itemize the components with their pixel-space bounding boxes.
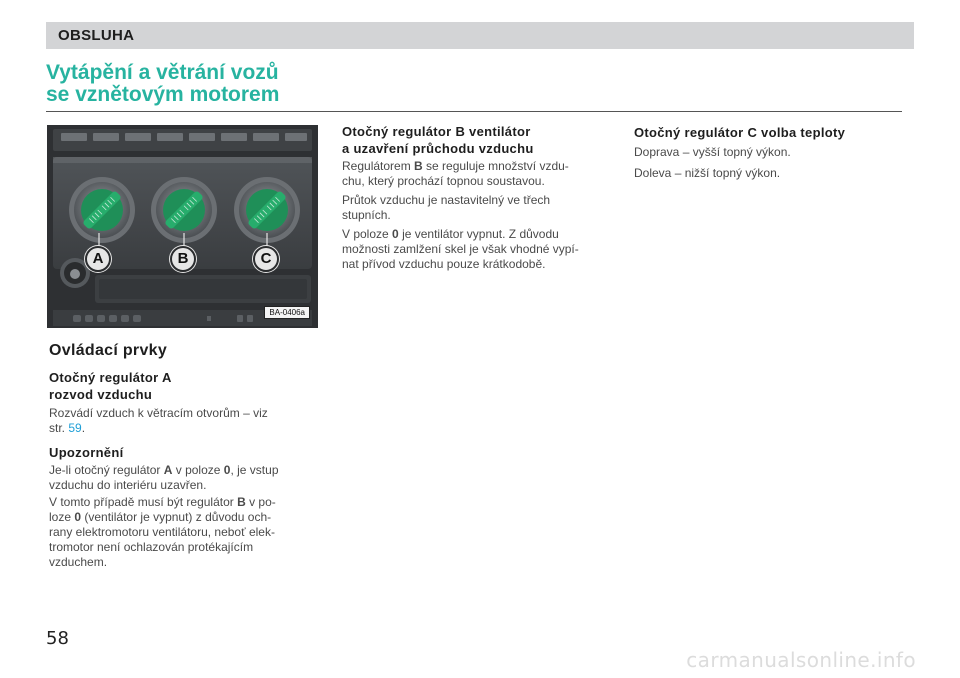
regulator-b-p3-text-b: je ventilátor vypnut. Z důvodu (398, 227, 559, 241)
notice-p2-line5: vzduchem. (49, 555, 108, 569)
page-title-line1: Vytápění a větrání vozů (46, 61, 279, 84)
notice-p2-line4: tromotor není ochlazován protékajícím (49, 540, 254, 554)
regulator-a-heading-line2: rozvod vzduchu (49, 387, 153, 402)
heater-control-figure (47, 125, 318, 328)
notice-heading: Upozornění (49, 445, 124, 460)
regulator-a-heading (49, 369, 172, 403)
marker-c: C (253, 246, 279, 272)
notice-paragraph-2 (49, 495, 321, 570)
notice-p1-text-a: Je-li otočný regulátor (49, 463, 164, 477)
notice-p1-text-b: v poloze (172, 463, 224, 477)
notice-p2-text-c: loze (49, 510, 75, 524)
notice-p2-text-b: v po- (245, 495, 276, 509)
regulator-b-p2-line2: stupních. (342, 208, 391, 222)
regulator-c-line1: Doprava – vyšší topný výkon. (634, 145, 791, 159)
regulator-b-p1-bold: B (414, 159, 423, 173)
page-title-line2: se vznětovým motorem (46, 83, 280, 106)
notice-p1-text-c: , je vstup (230, 463, 279, 477)
regulator-b-p3-line3: nat přívod vzduchu pouze krátkodobě. (342, 257, 546, 271)
notice-p1-line2: vzduchu do interiéru uzavřen. (49, 478, 207, 492)
marker-a: A (85, 246, 111, 272)
notice-p2-text-a: V tomto případě musí být regulátor (49, 495, 238, 509)
regulator-b-paragraph-3 (342, 227, 617, 272)
regulator-b-paragraph-1 (342, 159, 617, 189)
notice-paragraph-1 (49, 463, 321, 493)
notice-p2-bold-0: 0 (74, 510, 82, 524)
regulator-c-line2: Doleva – nižší topný výkon. (634, 166, 781, 180)
regulator-b-p1-text-a: Regulátorem (342, 159, 415, 173)
regulator-a-text-line1: Rozvádí vzduch k větracím otvorům – viz (49, 406, 268, 420)
controls-heading: Ovládací prvky (49, 342, 168, 359)
title-divider (46, 111, 902, 112)
watermark: carmanualsonline.info (686, 648, 916, 672)
figure-code: BA-0406a (264, 306, 310, 319)
regulator-b-p1-text-b: se reguluje množství vzdu- (422, 159, 569, 173)
page-title (46, 62, 279, 106)
regulator-b-p1-line2: chu, který prochází topnou soustavou. (342, 174, 545, 188)
notice-p2-line3: rany elektromotoru ventilátoru, neboť elek- (49, 525, 275, 539)
knob-a (69, 177, 135, 243)
notice-p2-text-d: (ventilátor je vypnut) z důvodu och- (81, 510, 272, 524)
notice-p2-bold-b: B (237, 495, 246, 509)
regulator-c-text (634, 145, 904, 181)
marker-b: B (170, 246, 196, 272)
regulator-b-heading-line2: a uzavření průchodu vzduchu (342, 141, 534, 156)
regulator-b-p3-line2: možnosti zamlžení skel je však vhodné vypí- (342, 242, 579, 256)
notice-p1-bold-0: 0 (223, 463, 231, 477)
page-number: 58 (46, 628, 69, 649)
regulator-a-text-suffix: . (81, 421, 86, 435)
regulator-a-text (49, 406, 319, 436)
regulator-b-paragraph-2 (342, 193, 617, 223)
notice-p1-bold-a: A (163, 463, 173, 477)
regulator-a-heading-line1: Otočný regulátor A (49, 370, 172, 385)
page-59-link[interactable]: 59 (68, 421, 82, 435)
section-header-bar (46, 22, 914, 49)
regulator-c-heading: Otočný regulátor C volba teploty (634, 125, 846, 140)
regulator-b-heading (342, 123, 534, 157)
regulator-b-p3-text-a: V poloze (342, 227, 393, 241)
control-panel-illustration (47, 125, 318, 328)
regulator-b-p3-bold: 0 (392, 227, 399, 241)
regulator-a-text-prefix: str. (49, 421, 66, 435)
section-label: OBSLUHA (58, 27, 135, 44)
regulator-b-p2-line1: Průtok vzduchu je nastavitelný ve třech (342, 193, 551, 207)
regulator-b-heading-line1: Otočný regulátor B ventilátor (342, 124, 531, 139)
